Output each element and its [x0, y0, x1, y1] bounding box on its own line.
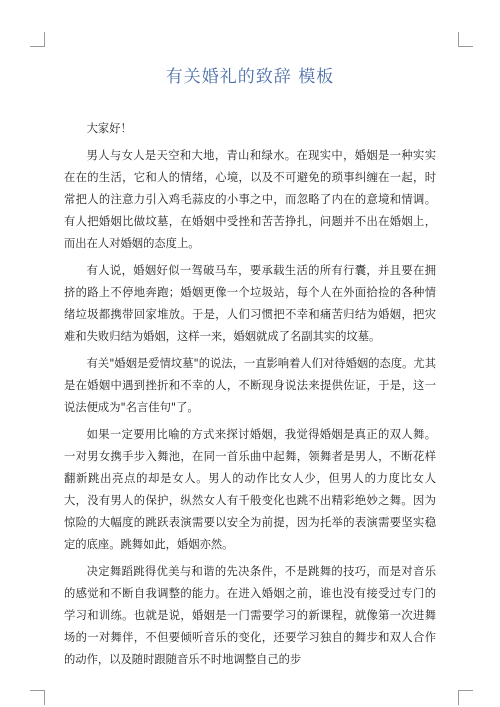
paragraph: 决定舞蹈跳得优美与和谐的先决条件，不是跳舞的技巧，而是对音乐的感觉和不断自我调整的能力。在进入婚姻之前，谁也没有接受过专门的学习和训练。也就是说，婚姻是一门需要学习的新课程，就像第一次进舞场的一对舞伴，不但要倾听音乐的变化，还要学习独自的舞步和双人合作的动作，以及随时跟随音乐不时地调整自己的步 [64, 565, 436, 666]
paragraph: 如果一定要用比喻的方式来探讨婚姻，我觉得婚姻是真正的双人舞。一对男女携手步入舞池，在同一首乐曲中起舞，领舞者是男人，不断花样翻新跳出亮点的却是女人。男人的动作比女人少，但男人的力度比女人大，没有男人的保护，纵然女人有千般变化也跳不出精彩绝妙之舞。因为惊险的大幅度的跳跃表演需要以安全为前提，因为托举的表演需要坚实稳定的底座。跳舞如此，婚姻亦然。 [64, 428, 436, 551]
document-title: 有关婚礼的致辞 模板 [165, 67, 335, 87]
document-body [64, 118, 436, 676]
corner-mark-top-left [30, 32, 45, 47]
corner-mark-bottom-left [30, 690, 45, 705]
corner-mark-bottom-right [458, 690, 473, 705]
paragraph: 男人与女人是天空和大地，青山和绿水。在现实中，婚姻是一种实实在在的生活，它和人的情绪，心境，以及不可避免的琐事纠缠在一起，时常把人的注意力引入鸡毛蒜皮的小事之中，而忽略了内在的意境和情调。有人把婚姻比做坟墓，在婚姻中受挫和苦苦挣扎，问题并不出在婚姻上，而出在人对婚姻的态度上。 [64, 149, 436, 250]
paragraph: 有人说，婚姻好似一驾破马车，要承载生活的所有行囊，并且要在拥挤的路上不停地奔跑；婚姻更像一个垃圾站，每个人在外面拾捡的各种情绪垃圾都携带回家堆放。于是，人们习惯把不幸和痛苦归结为婚姻，把灾难和失败归结为婚姻，这样一来，婚姻就成了名副其实的坟墓。 [64, 264, 436, 343]
salutation: 大家好！ [86, 122, 132, 135]
paragraph: 有关"婚姻是爱情坟墓"的说法，一直影响着人们对待婚姻的态度。尤其是在婚姻中遇到挫折和不幸的人，不断现身说法来提供佐证，于是，这一说法便成为"名言佳句"了。 [64, 357, 436, 414]
corner-mark-top-right [458, 32, 473, 47]
